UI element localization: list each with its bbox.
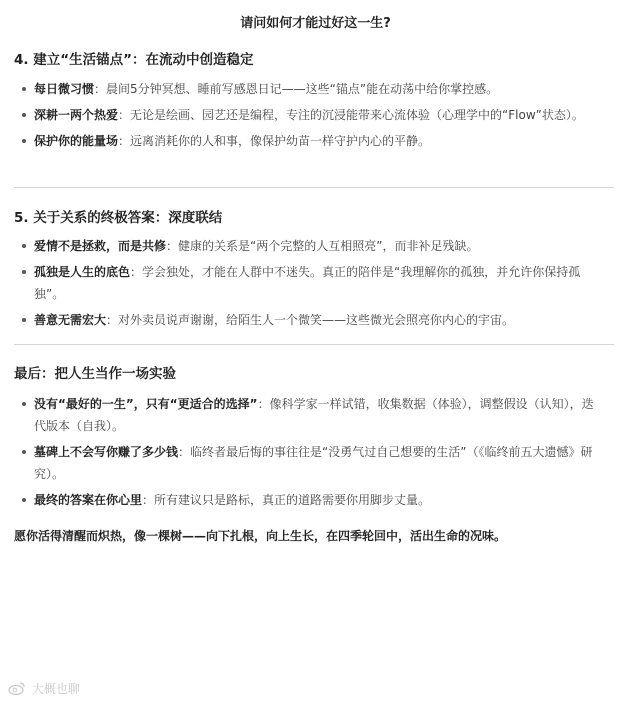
page-title: 请问如何才能过好这一生?	[240, 16, 391, 31]
experiment-list	[22, 393, 597, 515]
section-heading-experiment: 最后：把人生当作一场实验	[14, 366, 176, 382]
item-text: ：临终者最后悔的事往往是“没勇气过自己想要的生活”（《临终前五大遗憾》研究）。	[34, 445, 593, 481]
anchors-list	[22, 78, 597, 156]
item-term: 最终的答案在你心里	[34, 493, 143, 507]
item-term: 善意无需宏大	[34, 313, 107, 327]
list-item	[22, 309, 597, 331]
closing-line: 愿你活得清醒而炽热，像一棵树——向下扎根，向上生长，在四季轮回中，活出生命的况味。	[14, 529, 507, 543]
item-text: ：健康的关系是“两个完整的人互相照亮”，而非补足残缺。	[166, 239, 479, 253]
item-text: ：所有建议只是路标，真正的道路需要你用脚步丈量。	[142, 493, 431, 507]
item-text: ：学会独处，才能在人群中不迷失。真正的陪伴是“我理解你的孤独，并允许你保持孤独”。	[34, 265, 581, 301]
watermark	[8, 680, 80, 698]
bullet-icon	[22, 244, 26, 248]
section-divider	[14, 344, 614, 345]
item-text: ：像科学家一样试错，收集数据（体验），调整假设（认知），迭代版本（自我）。	[34, 397, 594, 433]
bullet-icon	[22, 113, 26, 117]
list-item	[22, 489, 597, 511]
item-term: 深耕一两个热爱	[34, 108, 119, 122]
list-item	[22, 261, 597, 305]
item-text: ：远离消耗你的人和事，像保护幼苗一样守护内心的平静。	[118, 134, 431, 148]
list-item	[22, 441, 597, 485]
item-text: ：对外卖员说声谢谢，给陌生人一个微笑——这些微光会照亮你内心的宇宙。	[106, 313, 515, 327]
section-heading-relationships: 5. 关于关系的终极答案：深度联结	[14, 210, 223, 226]
section-heading-anchors: 4. 建立“生活锚点”：在流动中创造稳定	[14, 52, 254, 68]
bullet-icon	[22, 450, 26, 454]
bullet-icon	[22, 402, 26, 406]
item-term: 每日微习惯	[34, 82, 95, 96]
watermark-text: 大概也聊	[31, 682, 80, 696]
item-term: 爱情不是拯救，而是共修	[34, 239, 167, 253]
list-item	[22, 104, 597, 126]
bullet-icon	[22, 87, 26, 91]
item-term: 孤独是人生的底色	[34, 265, 131, 279]
bullet-icon	[22, 498, 26, 502]
item-text: ：晨间5分钟冥想、睡前写感恩日记——这些“锚点”能在动荡中给你掌控感。	[94, 82, 499, 96]
item-term: 保护你的能量场	[34, 134, 119, 148]
section-divider	[14, 187, 614, 188]
item-term: 没有“最好的一生”，只有“更适合的选择”	[34, 397, 258, 411]
bullet-icon	[22, 270, 26, 274]
list-item	[22, 130, 597, 152]
bullet-icon	[22, 318, 26, 322]
item-term: 墓碑上不会写你赚了多少钱	[34, 445, 179, 459]
bullet-icon	[22, 139, 26, 143]
weibo-icon	[8, 681, 26, 698]
list-item	[22, 78, 597, 100]
list-item	[22, 235, 597, 257]
relationships-list	[22, 235, 597, 335]
item-text: ：无论是绘画、园艺还是编程，专注的沉浸能带来心流体验（心理学中的“Flow”状态）。	[118, 108, 584, 122]
list-item	[22, 393, 597, 437]
